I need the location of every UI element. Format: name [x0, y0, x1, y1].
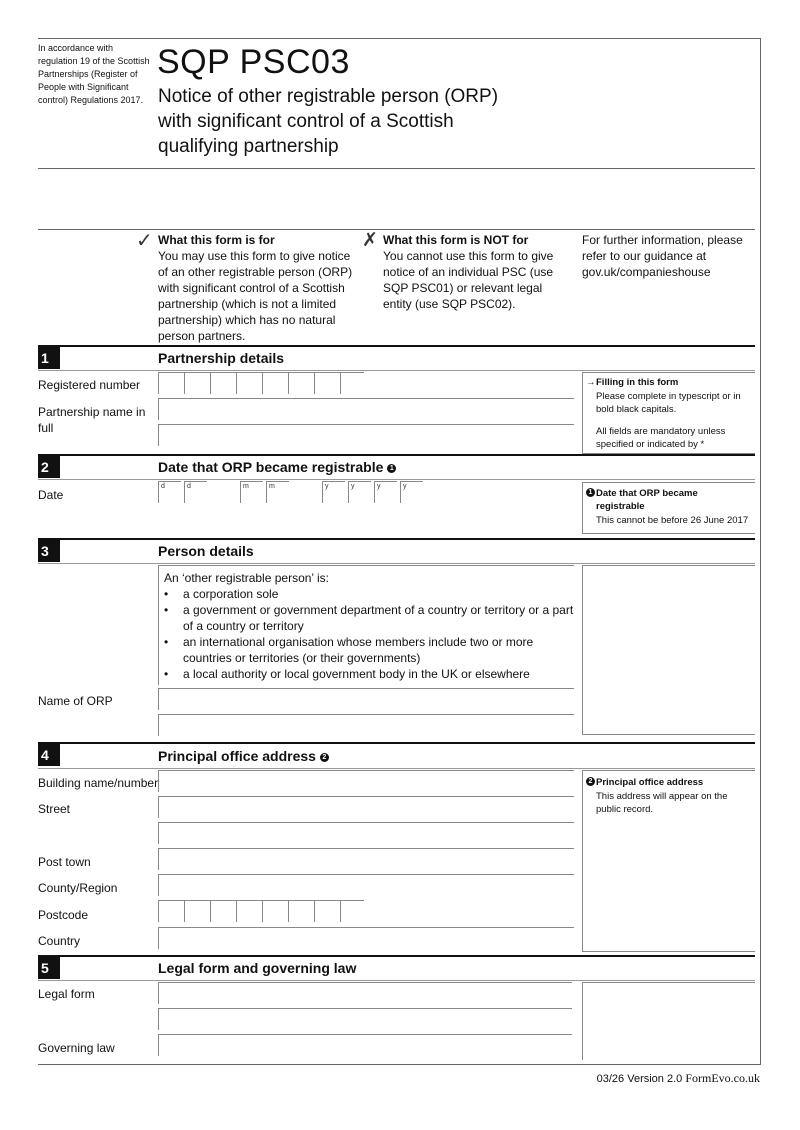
section4-side-title: Principal office address — [596, 777, 704, 788]
section3-number: 3 — [38, 540, 60, 562]
street-field-1[interactable] — [158, 796, 574, 818]
form-title: Notice of other registrable person (ORP) with significant control of a Scottish qualifying partnership — [158, 86, 499, 157]
cross-icon: ✗ — [362, 230, 378, 251]
building-label: Building name/number — [38, 776, 159, 790]
section4-side-note-icon — [586, 776, 595, 789]
check-icon: ✓ — [136, 230, 153, 252]
for-title: What this form is for — [158, 233, 275, 247]
section5-title: Legal form and governing law — [158, 960, 357, 976]
orp-name-label: Name of ORP — [38, 694, 113, 708]
section3-subrule — [38, 563, 755, 564]
section1-side-title: Filling in this form — [596, 377, 679, 388]
note-2-side-icon: 2 — [586, 777, 595, 786]
section2-title — [158, 459, 396, 475]
legal-form-field-1[interactable] — [158, 982, 572, 1004]
section4-rule — [38, 742, 755, 744]
section1-side-text2: All fields are mandatory unless specified or indicated by * — [596, 426, 726, 450]
county-label: County/Region — [38, 881, 118, 895]
section5-subrule — [38, 980, 755, 981]
footer — [597, 1071, 760, 1086]
reg-boxes-top — [158, 372, 364, 373]
orp-bullet: • a corporation sole — [159, 586, 579, 602]
footer-version: 03/26 Version 2.0 — [596, 1073, 683, 1085]
street-field-2[interactable] — [158, 822, 574, 844]
date-box-m1[interactable]: m — [240, 481, 263, 503]
partnership-name-label: Partnership name in full — [38, 405, 146, 435]
note-2-icon: 2 — [320, 753, 329, 762]
post-town-label: Post town — [38, 855, 91, 869]
section2-number: 2 — [38, 456, 60, 478]
registered-number-label: Registered number — [38, 378, 141, 392]
section5-number: 5 — [38, 957, 60, 979]
section5-rule — [38, 955, 755, 957]
governing-law-label: Governing law — [38, 1041, 115, 1055]
date-box-m2[interactable]: m — [266, 481, 289, 503]
not-for-text: You cannot use this form to give notice of an individual PSC (use SQP PSC01) or relevant legal entity (use SQP PSC02). — [383, 249, 554, 311]
note-1-icon: 1 — [387, 464, 396, 473]
county-field[interactable] — [158, 874, 574, 896]
country-field[interactable] — [158, 927, 574, 949]
header-divider — [38, 168, 755, 169]
postcode-top — [158, 900, 364, 901]
filling-arrow-icon: → — [586, 377, 596, 388]
page-frame-right — [760, 38, 761, 1065]
section4-title — [158, 748, 329, 764]
note-1-side-icon: 1 — [586, 488, 595, 497]
section4-side-text: This address will appear on the public record. — [596, 791, 728, 815]
partnership-name-field-1[interactable] — [158, 398, 574, 420]
orp-definition-intro: An ‘other registrable person’ is: — [164, 571, 329, 585]
page-frame-bottom — [38, 1064, 761, 1065]
date-box-y1[interactable]: y — [322, 481, 345, 503]
orp-bullet: • an international organisation whose members include two or more countries or territories (or their governments) — [159, 634, 579, 666]
street-label: Street — [38, 802, 71, 816]
orp-name-field-1[interactable] — [158, 688, 574, 710]
orp-bullet: • a local authority or local government body in the UK or elsewhere — [159, 666, 579, 682]
section1-rule — [38, 345, 755, 347]
date-box-d1[interactable]: d — [158, 481, 181, 503]
orp-definition-list — [159, 586, 579, 682]
legal-form-field-2[interactable] — [158, 1008, 572, 1030]
section1-side-text1: Please complete in typescript or in bold black capitals. — [596, 391, 741, 415]
section2-subrule — [38, 479, 755, 480]
building-field[interactable] — [158, 770, 574, 792]
date-label: Date — [38, 488, 64, 502]
post-town-field[interactable] — [158, 848, 574, 870]
section2-rule — [38, 454, 755, 456]
for-text: You may use this form to give notice of an other registrable person (ORP) with significant control of a Scottish partnership (which is not a limited partnership) which has no natural person partners. — [158, 249, 353, 343]
section1-number: 1 — [38, 347, 60, 369]
not-for-title: What this form is NOT for — [383, 233, 529, 247]
section3-title: Person details — [158, 543, 254, 559]
orp-bullet: • a government or government department of a country or territory or a part of a country or territory — [159, 602, 579, 634]
partnership-name-field-2[interactable] — [158, 424, 574, 446]
orp-definition-box — [158, 565, 574, 685]
section2-side-text: This cannot be before 26 June 2017 — [596, 515, 749, 526]
footer-brand: FormEvo.co.uk — [685, 1071, 760, 1085]
section3-sidebox — [582, 565, 755, 735]
section5-sidebox — [582, 982, 755, 1060]
section2-side-note-icon — [586, 487, 595, 500]
regulation-note: In accordance with regulation 19 of the Scottish Partnerships (Register of People with Significant control) Regulations 2017. — [38, 43, 150, 105]
section1-subrule — [38, 370, 755, 371]
date-box-y2[interactable]: y — [348, 481, 371, 503]
section4-number: 4 — [38, 744, 60, 766]
form-code: SQP PSC03 — [157, 43, 350, 81]
section3-rule — [38, 538, 755, 540]
legal-form-label: Legal form — [38, 987, 95, 1001]
further-info: For further information, please refer to our guidance at gov.uk/companieshouse — [582, 233, 743, 279]
postcode-label: Postcode — [38, 908, 89, 922]
page-frame-top — [38, 38, 761, 39]
governing-law-field[interactable] — [158, 1034, 572, 1056]
section2-side-title: Date that ORP became registrable — [596, 488, 698, 512]
orp-name-field-2[interactable] — [158, 714, 574, 736]
date-box-d2[interactable]: d — [184, 481, 207, 503]
date-box-y4[interactable]: y — [400, 481, 423, 503]
section4-subrule — [38, 768, 755, 769]
date-box-y3[interactable]: y — [374, 481, 397, 503]
section2-title-text: Date that ORP became registrable — [158, 459, 384, 475]
section4-title-text: Principal office address — [158, 748, 316, 764]
section1-title: Partnership details — [158, 350, 285, 366]
country-label: Country — [38, 934, 81, 948]
